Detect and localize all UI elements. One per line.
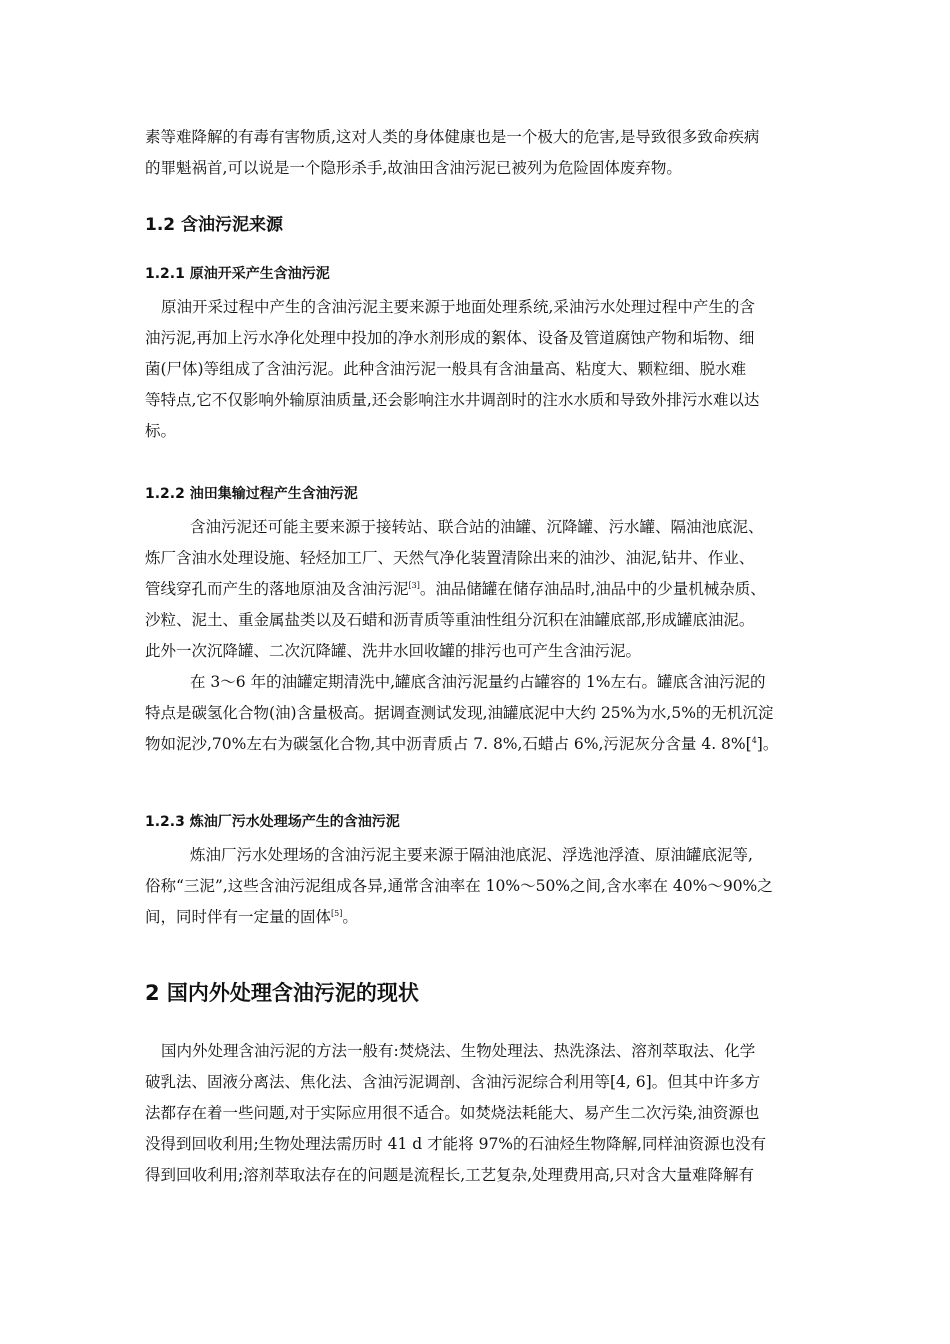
text-line: 含油污泥还可能主要来源于接转站、联合站的油罐、沉降罐、污水罐、隔油池底泥、	[190, 518, 764, 536]
citation-5: [5]	[331, 908, 343, 918]
text-line: 炼油厂污水处理场的含油污泥主要来源于隔油池底泥、浮选池浮渣、原油罐底泥等,	[190, 846, 753, 864]
text-line: 国内外处理含油污泥的方法一般有:焚烧法、生物处理法、热洗涤法、溶剂萃取法、化学	[161, 1042, 756, 1060]
paragraph-1-2-3	[145, 840, 810, 933]
text-line: 沙粒、泥土、重金属盐类以及石蜡和沥青质等重油性组分沉积在油罐底部,形成罐底油泥。	[145, 611, 755, 629]
text-line: 在 3～6 年的油罐定期清洗中,罐底含油污泥量约占罐容的 1%左右。罐底含油污泥的	[190, 673, 766, 691]
subsection-heading-1-2-3: 1.2.3 炼油厂污水处理场产生的含油污泥	[145, 814, 400, 830]
text-line: 油污泥,再加上污水净化处理中投加的净水剂形成的絮体、设备及管道腐蚀产物和垢物、细	[145, 329, 755, 347]
subsection-heading-1-2-1: 1.2.1 原油开采产生含油污泥	[145, 266, 330, 282]
text-line: 法都存在着一些问题,对于实际应用很不适合。如焚烧法耗能大、易产生二次污染,油资源也	[145, 1104, 760, 1122]
intro-paragraph	[145, 122, 810, 184]
text-line: 标。	[145, 422, 177, 440]
text-line: 间，同时伴有一定量的固体[5]。	[145, 908, 358, 926]
paragraph-1-2-2-a	[145, 512, 810, 667]
paragraph-2	[145, 1036, 810, 1191]
text-line: 没得到回收利用;生物处理法需历时 41 d 才能将 97%的石油烃生物降解,同样油资源也没有	[145, 1135, 766, 1153]
text-line: 得到回收利用;溶剂萃取法存在的问题是流程长,工艺复杂,处理费用高,只对含大量难降解有	[145, 1166, 755, 1184]
text-line: 管线穿孔而产生的落地原油及含油污泥[3]。油品储罐在储存油品时,油品中的少量机械杂质、	[145, 580, 766, 598]
citation-3: [3]	[408, 580, 420, 590]
text-line: 素等难降解的有毒有害物质,这对人类的身体健康也是一个极大的危害,是导致很多致命疾病	[145, 128, 760, 146]
paragraph-1-2-2-b	[145, 667, 810, 760]
text-line: 俗称“三泥”,这些含油污泥组成各异,通常含油率在 10%～50%之间,含水率在 40%～90%之	[145, 877, 773, 895]
subsection-heading-1-2-2: 1.2.2 油田集输过程产生含油污泥	[145, 486, 358, 502]
text-line: 菌(尸体)等组成了含油污泥。此种含油污泥一般具有含油量高、粘度大、颗粒细、脱水难	[145, 360, 747, 378]
paragraph-1-2-1	[145, 292, 810, 447]
text-line: 炼厂含油水处理设施、轻烃加工厂、天然气净化装置清除出来的油沙、油泥,钻井、作业、	[145, 549, 755, 567]
citation-4: 4	[751, 735, 757, 745]
text-line: 此外一次沉降罐、二次沉降罐、洗井水回收罐的排污也可产生含油污泥。	[145, 642, 642, 660]
text-line: 特点是碳氢化合物(油)含量极高。据调查测试发现,油罐底泥中大约 25%为水,5%的无机沉淀	[145, 704, 774, 722]
text-line: 破乳法、固液分离法、焦化法、含油污泥调剖、含油污泥综合利用等[4, 6]。但其中许多方	[145, 1073, 761, 1091]
section-heading-1-2: 1.2 含油污泥来源	[145, 215, 284, 235]
text-line: 等特点,它不仅影响外输原油质量,还会影响注水井调剖时的注水水质和导致外排污水难以达	[145, 391, 760, 409]
text-line: 物如泥沙,70%左右为碳氢化合物,其中沥青质占 7. 8%,石蜡占 6%,污泥灰分含量 4. 8%[$^4$]。	[145, 735, 779, 753]
text-line: 原油开采过程中产生的含油污泥主要来源于地面处理系统,采油污水处理过程中产生的含	[161, 298, 755, 316]
text-line: 的罪魁祸首,可以说是一个隐形杀手,故油田含油污泥已被列为危险固体废弃物。	[145, 159, 682, 177]
chapter-heading-2: 2 国内外处理含油污泥的现状	[145, 981, 419, 1005]
